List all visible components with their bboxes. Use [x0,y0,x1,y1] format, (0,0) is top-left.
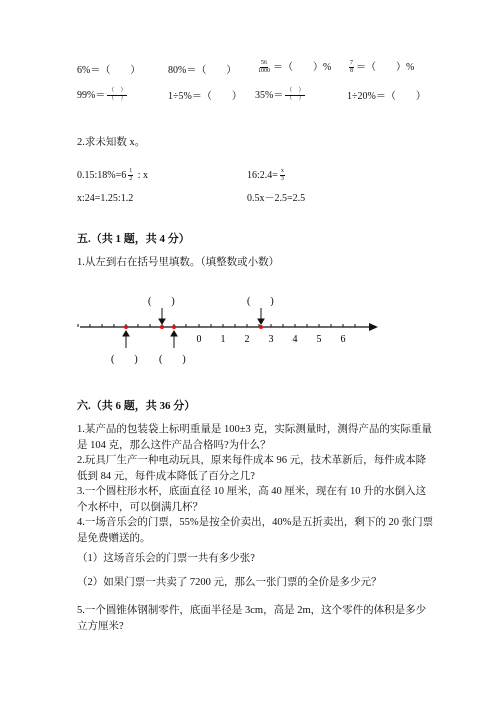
section-5-question-1: 1.从左到右在括号里填数。（填整数或小数） [77,257,280,268]
section-6-question-4-part-1: （1）这场音乐会的门票一共有多少张? [77,553,255,564]
row1-item-a: 6%＝（ ） [77,65,141,76]
equation-b: 16:2.4= $\frac{x}{3}$ [247,168,284,182]
tick-label: 3 [268,334,274,345]
row1-item-d: $\frac{7}{8}$ ＝（ ）% [350,60,415,74]
question-2-title: 2.求未知数 x。 [77,137,146,148]
down-arrow-icon [258,308,264,324]
up-arrow-icon [171,331,177,348]
section-6-question-3: 3.一个圆柱形水杯，底面直径 10 厘米，高 40 厘米，现在有 10 升的水倒入这个水杯中，可以倒满几杯？ [77,486,427,513]
section-6-question-4: 4.一场音乐会的门票，55%是按全价卖出，40%是五折卖出，剩下的 20 张门票是免费赠送的。 [77,517,434,544]
equation-a: 0.15:18%=6 $\frac{1}{2}$ : x [77,168,149,182]
section-6-question-5: 5.一个圆锥体钢制零件，底面半径是 3cm，高是 2m，这个零件的体积是多少立方厘米? [77,605,427,632]
tick-label: 1 [220,334,226,345]
row2-item-c: 35%＝ $\frac{( )}{( )}$ [255,88,305,102]
point-d [259,325,263,329]
section-6-question-2: 2.玩具厂生产一种电动玩具，原来每件成本 96 元，技术革新后，每件成本降低到 84 元，每件成本降低了百分之几? [77,455,427,482]
fraction: $\frac{7}{8}$ [350,60,353,74]
tick-label: 0 [196,334,202,345]
row1-item-c: $\frac{56}{1000}$ ＝（ ）% [258,60,332,74]
number-line-arrowhead [369,323,378,331]
blank-bottom-1: ( ) [111,354,138,365]
tick-label: 2 [244,334,250,345]
section-6-heading: 六.（共 6 题，共 36 分） [77,400,196,412]
tick-label: 6 [340,334,346,345]
row1-item-b: 80%＝（ ） [168,65,237,76]
row2-item-a: 99%＝ $\frac{( )}{( )}$ [77,88,127,102]
blank-top-2: ( ) [247,296,274,307]
tick-label: 4 [292,334,298,345]
point-a [124,325,128,329]
blank-bottom-2: ( ) [159,354,186,365]
point-c [172,325,176,329]
equation-d: 0.5x－2.5=2.5 [247,193,306,204]
point-b [160,325,164,329]
row2-item-d: 1÷20%＝（ ） [347,91,426,102]
fraction: $\frac{x}{3}$ [280,168,284,182]
section-5-heading: 五.（共 1 题，共 4 分） [77,233,190,245]
up-arrow-icon [123,331,129,348]
row2-item-b: 1÷5%＝（ ） [168,91,242,102]
tick-label: 5 [316,334,322,345]
equation-c: x:24=1.25:1.2 [77,193,134,204]
section-6-question-1: 1.某产品的包装袋上标明重量是 100±3 克，实际测量时，测得产品的实际重量是 104 克，那么这件产品合格吗?为什么？ [77,424,432,451]
section-6-question-4-part-2: （2）如果门票一共卖了 7200 元，那么一张门票的全价是多少元？ [77,577,382,588]
fraction: $\frac{1}{2}$ [129,168,133,182]
number-line [70,290,390,370]
fraction: $\frac{56}{1000}$ [258,60,270,74]
down-arrow-icon [159,308,165,324]
blank-top-1: ( ) [148,296,175,307]
fraction: $\frac{( )}{( )}$ [108,88,127,102]
fraction: $\frac{( )}{( )}$ [286,88,305,102]
